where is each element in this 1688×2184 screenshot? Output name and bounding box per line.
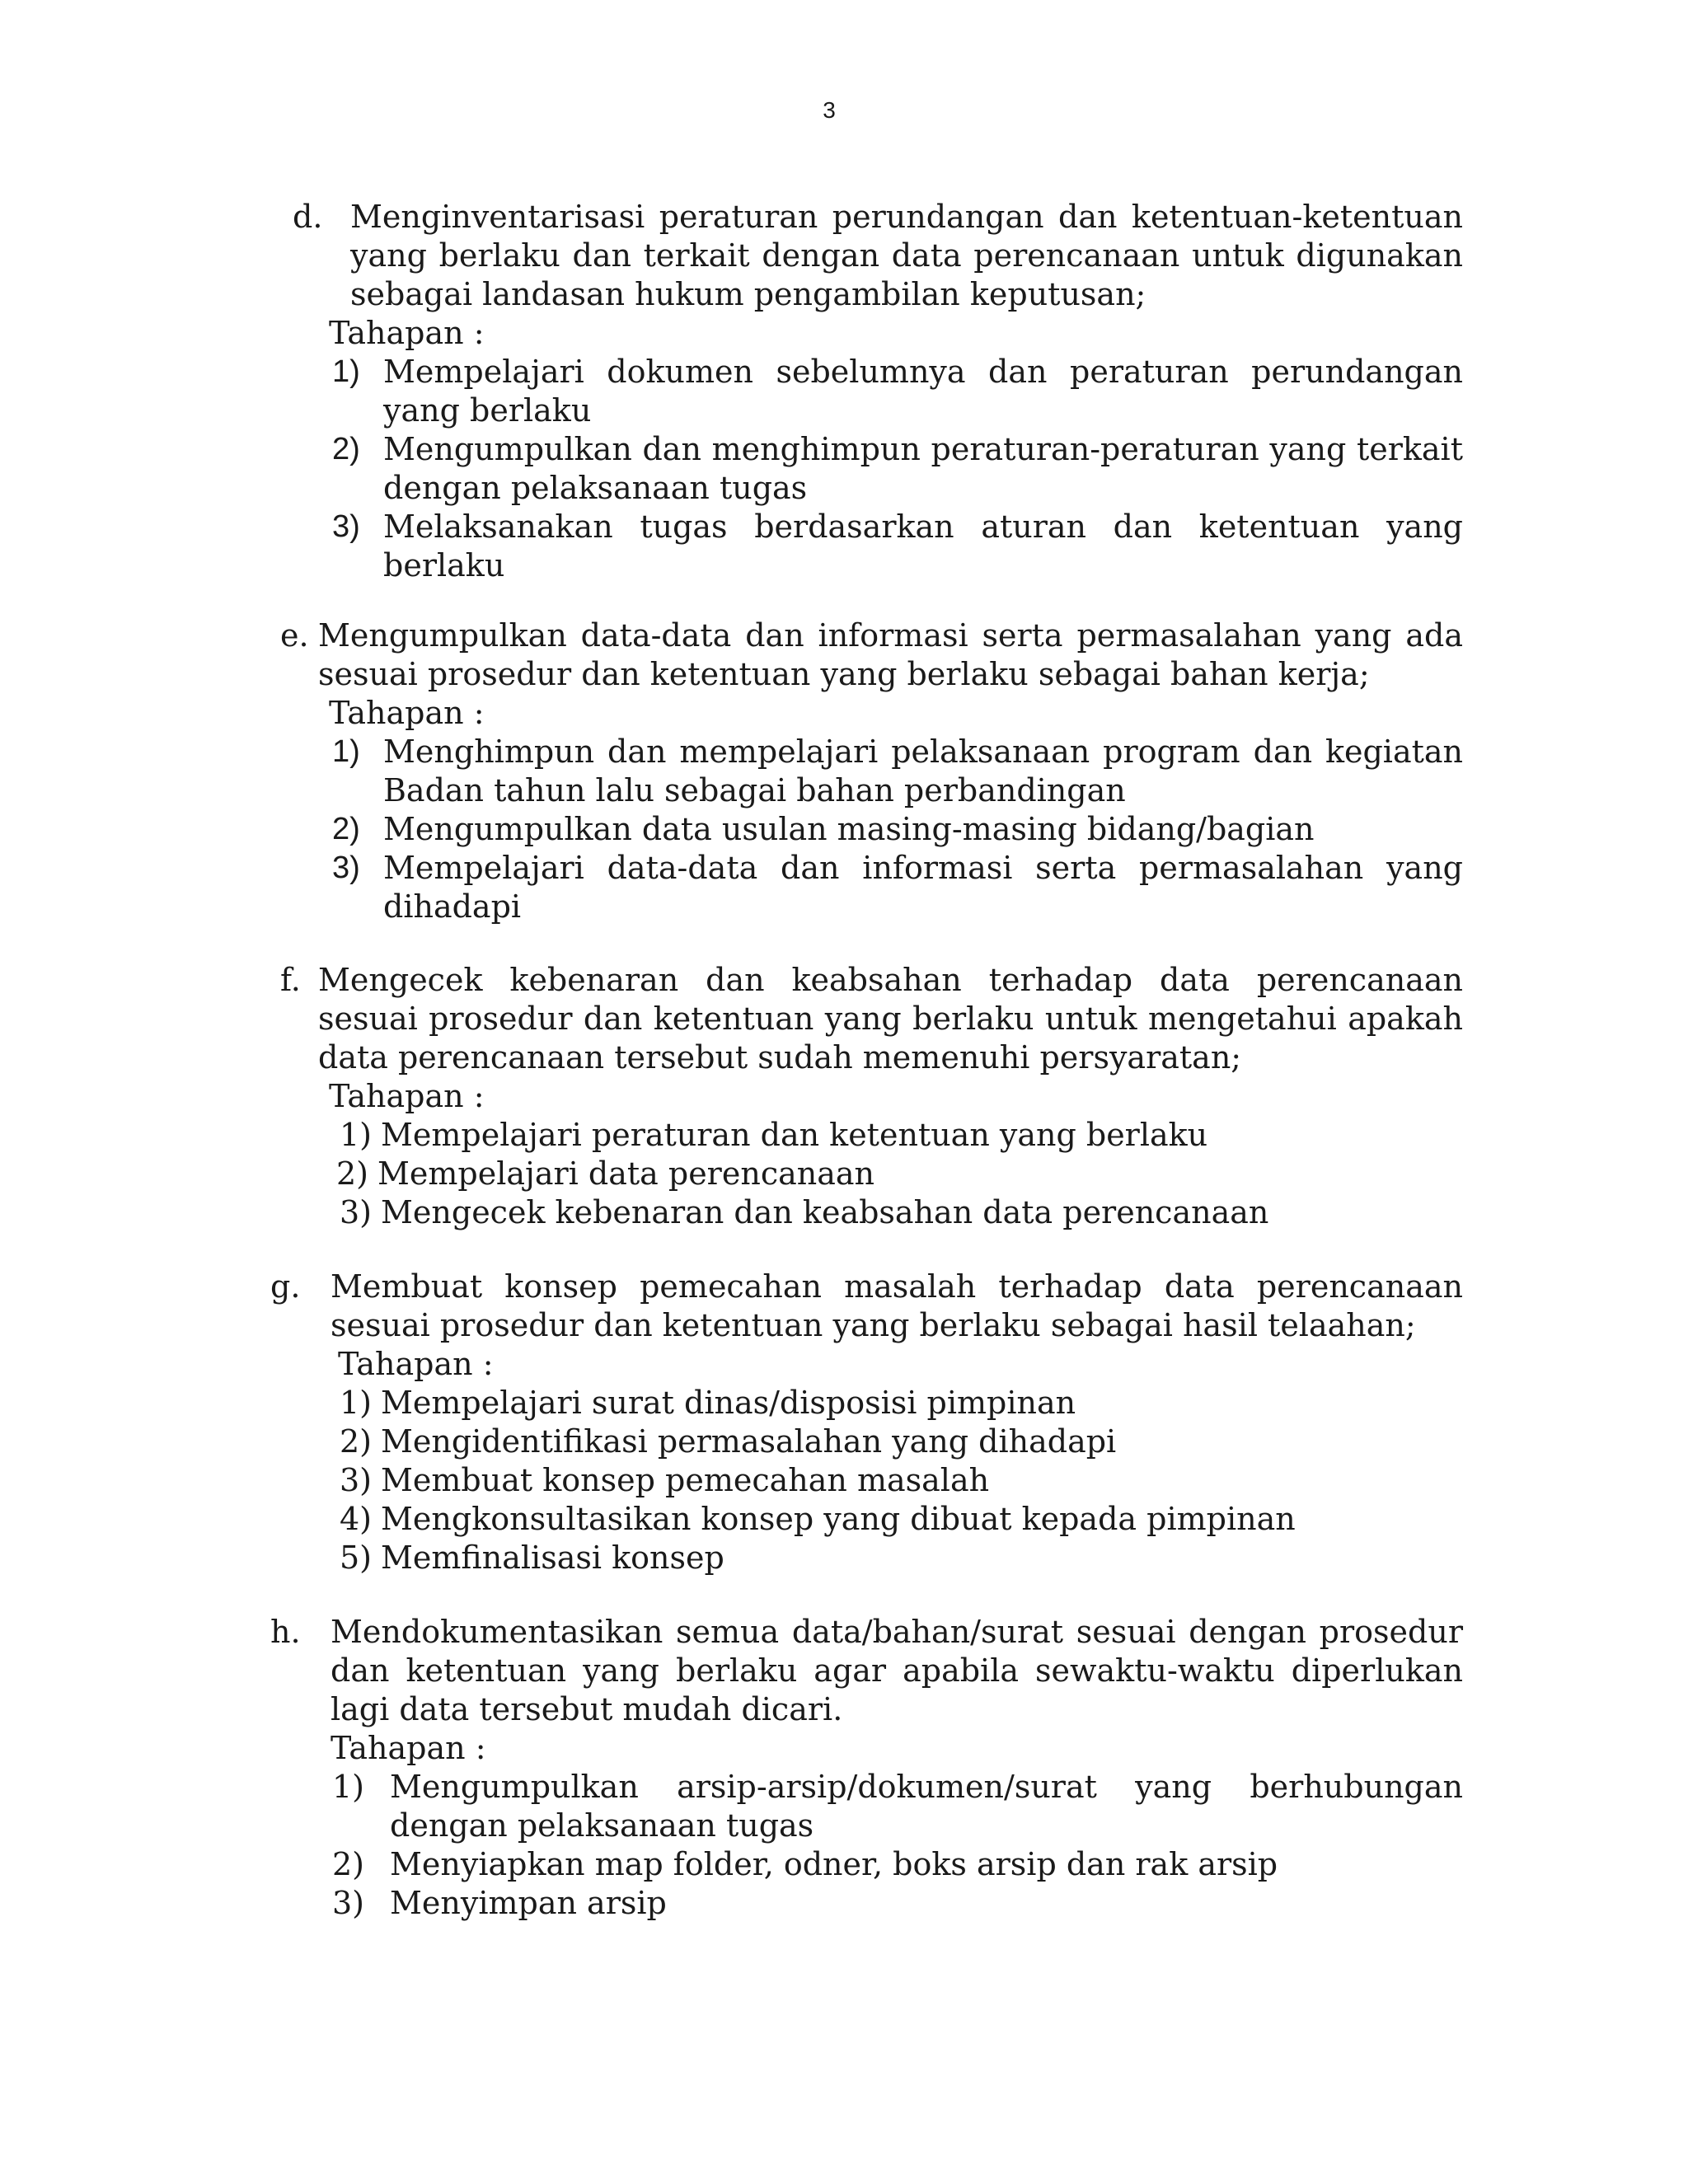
tahapan-label: Tahapan : — [338, 1346, 494, 1382]
tahapan-label: Tahapan : — [329, 315, 485, 351]
step-text: Mempelajari dokumen sebelumnya dan peraturan perundangan yang berlaku — [383, 354, 1463, 429]
step-number: 1) — [340, 1385, 373, 1421]
step-number: 2) — [336, 1155, 369, 1192]
step-text: Mempelajari data-data dan informasi serta permasalahan yang dihadapi — [383, 850, 1463, 925]
step-item — [332, 1845, 1463, 1884]
tahapan-label: Tahapan : — [331, 1730, 486, 1766]
step-text: Mengumpulkan arsip-arsip/dokumen/surat yang berhubungan dengan pelaksanaan tugas — [390, 1769, 1463, 1844]
step-item — [340, 1422, 1463, 1461]
step-number: 4) — [340, 1501, 373, 1537]
section-d — [293, 198, 1463, 585]
item-text: Membuat konsep pemecahan masalah terhadap data perencanaan sesuai prosedur dan ketentuan yang berlaku sebagai hasil telaahan; — [331, 1268, 1463, 1343]
step-number: 1) — [340, 1117, 373, 1153]
step-text: Mengkonsultasikan konsep yang dibuat kepada pimpinan — [381, 1501, 1296, 1537]
step-text: Mempelajari surat dinas/disposisi pimpinan — [381, 1385, 1076, 1421]
step-number: 3) — [332, 509, 360, 544]
step-number: 1) — [332, 734, 360, 769]
step-text: Mengumpulkan data usulan masing-masing bidang/bagian — [383, 811, 1315, 847]
item-letter: h. — [270, 1614, 301, 1650]
step-text: Mengumpulkan dan menghimpun peraturan-peraturan yang terkait dengan pelaksanaan tugas — [383, 431, 1463, 506]
section-e — [280, 616, 1463, 926]
step-text: Menyimpan arsip — [390, 1885, 667, 1921]
step-item — [332, 810, 1463, 849]
step-number: 1) — [332, 1769, 365, 1805]
item-text: Menginventarisasi peraturan perundangan dan ketentuan-ketentuan yang berlaku dan terkait dengan data perencanaan untuk digunakan sebagai landasan hukum pengambilan keputusan; — [350, 199, 1463, 312]
item-letter: g. — [270, 1268, 301, 1305]
step-item — [332, 430, 1463, 508]
step-text: Mengecek kebenaran dan keabsahan data perencanaan — [381, 1194, 1269, 1230]
step-text: Mempelajari peraturan dan ketentuan yang berlaku — [381, 1117, 1208, 1153]
step-number: 2) — [332, 1846, 365, 1882]
step-item — [332, 508, 1463, 585]
item-text: Mengumpulkan data-data dan informasi serta permasalahan yang ada sesuai prosedur dan ketentuan yang berlaku sebagai bahan kerja; — [318, 617, 1463, 692]
step-number: 3) — [332, 851, 360, 885]
step-item — [332, 849, 1463, 926]
item-letter: f. — [280, 962, 301, 998]
step-item — [340, 1384, 1463, 1422]
step-item — [332, 1884, 1463, 1923]
step-text: Mempelajari data perencanaan — [377, 1155, 875, 1192]
step-item — [340, 1461, 1463, 1500]
step-number: 5) — [340, 1540, 373, 1576]
step-text: Mengidentifikasi permasalahan yang dihadapi — [381, 1423, 1117, 1460]
step-item — [340, 1116, 1463, 1155]
step-item — [332, 733, 1463, 810]
step-item — [340, 1193, 1463, 1232]
step-text: Menyiapkan map folder, odner, boks arsip dan rak arsip — [390, 1846, 1278, 1882]
step-item — [336, 1155, 1463, 1193]
section-g — [270, 1268, 1463, 1577]
item-text: Mengecek kebenaran dan keabsahan terhadap data perencanaan sesuai prosedur dan ketentuan yang berlaku untuk mengetahui apakah data perencanaan tersebut sudah memenuhi persyaratan; — [318, 962, 1463, 1076]
tahapan-label: Tahapan : — [329, 1078, 485, 1114]
step-number: 2) — [332, 812, 360, 846]
step-number: 3) — [340, 1194, 373, 1230]
step-text: Membuat konsep pemecahan masalah — [381, 1462, 990, 1498]
step-text: Memfinalisasi konsep — [381, 1540, 724, 1576]
step-item — [340, 1539, 1463, 1577]
step-number: 1) — [332, 354, 360, 389]
step-number: 3) — [332, 1885, 365, 1921]
tahapan-label: Tahapan : — [329, 695, 485, 731]
step-number: 3) — [340, 1462, 373, 1498]
page-number: 3 — [823, 97, 836, 123]
item-letter: d. — [293, 199, 323, 235]
step-item — [332, 353, 1463, 430]
step-item — [340, 1500, 1463, 1539]
item-text: Mendokumentasikan semua data/bahan/surat sesuai dengan prosedur dan ketentuan yang berlaku agar apabila sewaktu-waktu diperlukan lagi data tersebut mudah dicari. — [331, 1614, 1463, 1727]
step-number: 2) — [332, 432, 360, 466]
step-text: Menghimpun dan mempelajari pelaksanaan program dan kegiatan Badan tahun lalu sebagai bahan perbandingan — [383, 733, 1463, 808]
step-item — [332, 1768, 1463, 1845]
section-f — [280, 961, 1463, 1232]
item-letter: e. — [280, 617, 309, 654]
section-h — [270, 1613, 1463, 1923]
step-text: Melaksanakan tugas berdasarkan aturan dan ketentuan yang berlaku — [383, 509, 1463, 583]
step-number: 2) — [340, 1423, 373, 1460]
